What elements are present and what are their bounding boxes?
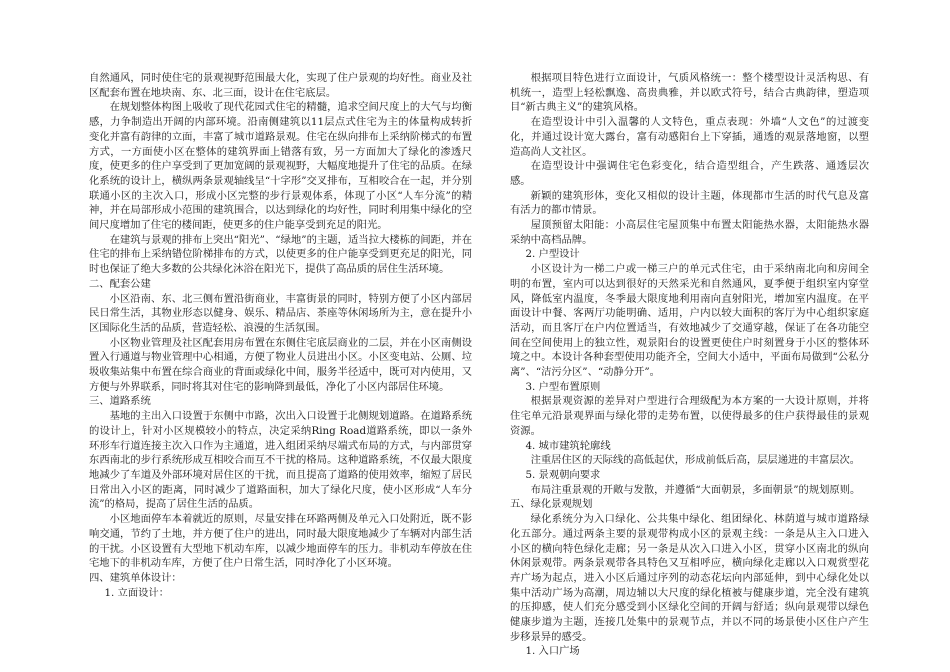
paragraph: 屋顶预留太阳能：小高层住宅屋顶集中布置太阳能热水器，太阳能热水器采纳中高档品牌。 — [510, 219, 869, 246]
subsection-heading: 4. 城市建筑轮廓线 — [525, 439, 611, 452]
subsection-heading: 5. 景观朝向要求 — [525, 468, 601, 481]
section-heading: 三、道路系统 — [89, 395, 151, 408]
paragraph: 新颖的建筑形体，变化又相似的设计主题，体现都市生活的时代气息及富有活力的都市情景。 — [510, 189, 869, 217]
subsection-heading: 1. 入口广场 — [525, 645, 580, 658]
paragraph: 小区物业管理及社区配套用房布置在东侧住宅底层商业的二层，并在小区南侧设置入行通道与物业管理中心相通，方便了物业人员进出小区。小区变电站、公厕、垃圾收集站集中布置在综合商业的背面或绿化中间，服务半径适中，既可对内使用，又方便与外界联系，同时将其对住宅的影响降到最低，净化了小区内部居住环境。 — [89, 336, 472, 393]
paragraph: 自然通风，同时使住宅的景观视野范围最大化，实现了住户景观的均好性。商业及社区配套布置在地块南、东、北三面，设计在住宅底层。 — [89, 72, 472, 99]
section-heading: 二、配套公建 — [89, 277, 151, 290]
paragraph: 绿化系统分为入口绿化、公共集中绿化、组团绿化、林荫道与城市道路绿化五部分。通过两条主要的景观带构成小区的景观主线：一条是从主入口进入小区的横向特色绿化走廊；另一条是从次入口进入小区，贯穿小区南北的纵向休闲景观带。两条景观带各具特色又互相呼应，横向绿化走廊以入口观赏型花卉广场为起点，进入小区后通过序列的动态花坛向内部延伸，到中心绿化处以集中活动广场为高潮，周边辅以大尺度的绿化植被与健康步道，完全没有建筑的压抑感，使人们充分感受到小区绿化空间的开阔与舒适；纵向景观带以绿色健康步道为主题，连接几处集中的景观节点，并以不同的场景使小区住户产生步移景异的感受。 — [510, 513, 869, 643]
paragraph: 在造型设计中强调住宅色彩变化，结合造型组合，产生跌落、通透层次感。 — [510, 160, 869, 187]
paragraph: 在建筑与景观的排布上突出“阳光”、“绿地”的主题，适当拉大楼栋的间距，并在住宅的排布上采纳错位阶梯排布的方式，以使更多的住户能享受到更充足的阳光，同时也保证了绝大多数的公共绿化沐浴在阳光下，提供了高品质的居住生活环境。 — [89, 233, 472, 276]
paragraph: 基地的主出入口设置于东侧中市路，次出入口设置于北侧规划道路。在道路系统的设计上，针对小区规模较小的特点，决定采纳Ring Road道路系统，即以一条外环形车行道连接主次入口作为主通道，进入组团采纳尽端式布局的方式，与内部贯穿东西南北的步行系统形成互相咬合而互不干扰的格局。这种道路系统，不仅最大限度地减少了车道及外部环境对居住区的干扰，而且提高了道路的使用效率，缩短了居民日常出入小区的距离，同时减少了道路面积，加大了绿化尺度，使小区形成“人车分流”的格局，提高了居住生活的品质。 — [89, 410, 472, 511]
paragraph: 布局注重景观的开敞与发散，并遵循“大面朝景，多面朝景”的规划原则。 — [530, 483, 861, 496]
section-heading: 四、建筑单体设计： — [89, 571, 182, 584]
paragraph: 小区沿南、东、北三侧布置沿街商业，丰富街景的同时，特别方便了小区内部居民日常生活，其物业形态以健身、娱乐、精品店、茶座等休闲场所为主，意在提升小区国际化生活的品质，营造轻松、浪漫的生活氛围。 — [89, 292, 472, 334]
paragraph: 小区设计为一梯二户或一梯三户的单元式住宅，由于采纳南北向和房间全明的布置，室内可以达到很好的天然采光和自然通风，夏季便于组织室内穿堂风，降低室内温度，冬季最大限度地利用南向直射阳光，增加室内温度。在平面设计中餐、客两厅功能明确、适用，户内以较大面积的客厅为中心组织家庭活动，而且客厅在户内位置适当，有效地减少了交通穿越，保证了在各功能空间在空间使用上的独立性，观景阳台的设置更使住户时刻置身于小区的整体环境之中。本设计各种套型使用功能齐全，空间大小适中，平面布局做到“公私分离”、“洁污分区”、“动静分开”。 — [510, 263, 869, 379]
subsection-heading: 2. 户型设计 — [525, 248, 580, 261]
paragraph: 在造型设计中引入温馨的人文特色，重点表现：外墙“人文色”的过渡变化，并通过设计宽大露台，富有动感阳台上下穿插，通透的观景落地窗，以塑造高尚人文社区。 — [510, 116, 869, 158]
section-heading: 五、绿化景观规划 — [510, 498, 593, 511]
paragraph: 注重居住区的天际线的高低起伏，形成前低后高，层层递进的丰富层次。 — [530, 454, 861, 467]
paragraph: 在规划整体构图上吸收了现代花园式住宅的精髓，追求空间尺度上的大气与均衡感，力争制造出开阔的内部环境。沿南侧建筑以11层点式住宅为主的体量构成转折变化并富有韵律的立面，丰富了城市道路景观。住宅在纵向排布上采纳阶梯式的布置方式，一方面使小区在整体的建筑界面上错落有致，另一方面加大了绿化的渗透尺度，使更多的住户享受到了更加宽阔的景观视野，大幅度地提升了住宅的品质。在绿化系统的设计上，横纵两条景观轴线呈“十字形”交叉排布，互相咬合在一起，并分别联通小区的主次入口，形成小区完整的步行景观体系，体现了小区“人车分流”的精神，并在局部形成小范围的建筑围合，以达到绿化的均好性，同时利用集中绿化的空间尺度增加了住宅的楼间距，使更多的住户能享受到充足的阳光。 — [89, 101, 472, 232]
paragraph: 小区地面停车本着就近的原则，尽量安排在环路两侧及单元入口处附近，既不影响交通，节约了土地，并方便了住户的进出，同时最大限度地减少了车辆对内部生活的干扰。小区设置有大型地下机动车库，以减少地面停车的压力。非机动车停放在住宅地下的非机动车库，方便了住户日常生活，同时净化了小区环境。 — [89, 513, 472, 570]
left-text-column — [89, 71, 472, 600]
paragraph: 根据项目特色进行立面设计，气质风格统一：整个楼型设计灵活构思、有机统一，造型上轻松飘逸、高贵典雅，并以欧式符号，结合古典韵律，塑造项目“新古典主义”的建筑风格。 — [510, 72, 869, 114]
subsection-heading: 3. 户型布置原则 — [525, 380, 601, 393]
right-text-column — [510, 71, 869, 659]
subsection-heading: 1. 立面设计： — [104, 586, 170, 599]
paragraph: 根据景观资源的差异对户型进行合理级配为本方案的一大设计原则，并将住宅单元沿景观界面与绿化带的走势布置，以使得最多的住户获得最佳的景观资源。 — [510, 395, 869, 437]
